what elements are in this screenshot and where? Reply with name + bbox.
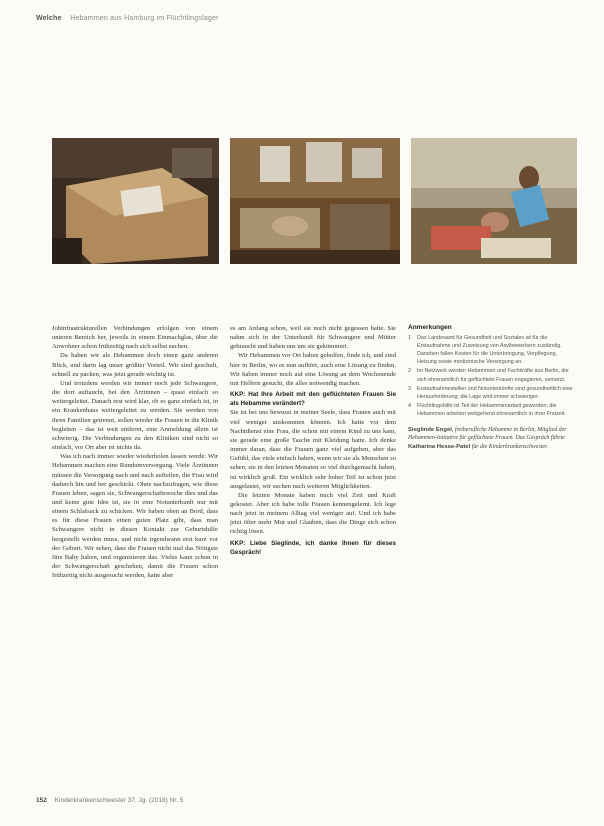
section-label: Welche [36,15,62,22]
author-bio: Sieglinde Engel, freiberufliche Hebamme in Berlin, Mitglied der Hebammen-Initiative für geflüchtete Frauen. Das Gespräch führte Katharina Hesse-Patel für die Kinderkrankenschwester. [408,427,567,450]
photo-mother-child [411,138,577,264]
paragraph: Da haben wir als Hebammen doch einen ganz anderen Blick, und darin lag unser größter Vorteil. Wir sind geschult, schnell zu packen, was jetzt gerade wichtig ist. [52,352,218,378]
bio-name: Sieglinde Engel [408,427,452,434]
paragraph: Die letzten Monate haben mich viel Zeit und Kraft gekostet. Aber ich habe tolle Frauen kennengelernt. Ich lege nach jetzt in meinem Alltag viel weniger auf. Und ich habe jetzt öfter mehr Mut und Glauben, dass die Dinge sich schon richtig lösen. [230,491,396,536]
photo-tent-interior [230,138,400,264]
interview-question: KKP: Liebe Sieglinde, ich danke Ihnen für dieses Gespräch! [230,539,396,556]
header-subtitle: Hebammen aus Hamburg im Flüchtlingslager [70,15,219,22]
note-item: 3 Erstaufnahmestellen und Notunterkünfte sind gesundheitlich eine Herausforderung; die Lage wird immer schwieriger. [408,385,573,400]
journal-name: Kinderkrankenschwester 37. Jg. (2018) Nr. 5 [54,797,184,804]
note-item: 2 Im Netzwerk werden Hebammen und Fachkräfte aus Berlin, die sich ehrenamtlich für geflüchtete Frauen engagieren, vernetzt. [408,368,569,383]
photo-cardboard-boxes [52,138,219,264]
paragraph: Jobinfrastrukturellen Verbindungen erfolgen von einem unteren Bereich her, jeweils in einem Einmachglas, über die Anwohner schon frühzeitig nach sich selbst suchen. [52,325,218,351]
column-2 [230,324,396,557]
paragraph: Wir Hebammen vor Ort haben geholfen, finde ich, und sind hier in Berlin, wo es nun aufhört, auch eine Lösung zu finden. Wir haben immer noch auf eine Lösung an dem Wochenende mit Helfern gesucht, die alles notwendig machen. [230,352,396,387]
bio-tail: für die Kinderkrankenschwester. [471,443,549,450]
paragraph: es am Anfang schon, weil sie noch nicht gegessen hatte. Sie nahm sich in der Unterkunft für Schwangere und Mütter gebraucht und haben uns um sie gekümmert. [230,325,396,351]
interview-question: KKP: Hat Ihre Arbeit mit den geflüchteten Frauen Sie als Hebamme verändert? [230,391,396,408]
running-header [36,15,576,22]
paragraph: Sie ist bei uns bewusst in meiner Seele, dass Frauen auch mit viel weniger auskommen können. Ich hatte vor dem Nachtdienst eine Frau, die schon mit einem Kind zu uns kam, sie gerade eine große Tasche mit Kleidung hatte. Ich denke immer daran, dass die Frauen ganz viel aufgeben, aber das Gefühl, das viele einfach haben, wenn wir sie als Menschen so sehen, sie in den letzten Monaten so viel durchgemacht haben, ist wirklich groß. Ein wirklich sehr hoher Teil ist schon jetzt ausgelastet, wir suchen nach weiteren Möglichkeiten. [230,409,396,490]
note-item: 4 Flüchtlingshilfe ist Teil der Hebammenarbeit geworden; die Hebammen arbeiten weitgehend ehrenamtlich in ihrer Freizeit. [408,402,566,417]
paragraph: Und trotzdem werden wir immer noch jede Schwangere, die dort auftaucht, bei den Ärztinnen – quasi einfach so weitergeleitet. Danach erst wird klar, ob es ganz einfach ist, in ein Krankenhaus weitergeleitet zu werden. Sie werden von ihren Familien getrennt, sollen wieder die Frauen in die Klinik begleiten – das ist weit entfernt, eine Anmeldung allein ist schwierig. Die Verbindungen zu den Kliniken sind nicht so einfach, vor Ort aber ist nichts da. [52,379,218,452]
notes-heading: Anmerkungen [408,324,452,331]
paragraph: Was ich nach immer wieder wiederholen lassen werde: Wir Hebammen machen eine Rundumversorgung. Viele Ärztinnen müssen die Versorgung nach und nach aufteilen, die Frau wird dadurch hin und her geschickt. Ohne nachzufragen, wie diese Frauen leben, sagen sie, Schwangerschaftswoche dies und das und keine gute Idee ist, sie in eine Notunterkunft nur mit einem Schlafsack zu schicken. Wir haben oben an Bord, dass es für diese Frauen einen guten Platz gibt, dass man Schwangere nicht in diesen Kontakt zur Geburtshilfe hergestellt werden muss, und nicht irgendwann erst kurz vor der Geburt. Wir sehen, dass die Frauen nicht mal das Nötigste fürs Baby haben, und organisieren das. Vieles kann schon in der Schwangerschaft geschehen, damit die Frauen schon frühzeitig nicht ausgesucht werden, hatte aber [52,453,218,580]
bio-interviewer: Katharina Hesse-Patel [408,443,471,450]
notes-column [408,324,578,451]
bio-text: freiberufliche Hebamme in Berlin, Mitglied der Hebammen-Initiative für geflüchtete Frauen. Das Gespräch führte [408,427,567,442]
note-item: 1 Das Landesamt für Gesundheit und Soziales ist für die Erstaufnahme und Zuweisung von Asylbewerbern zuständig. Daneben fallen Kosten für die Unterbringung, Verpflegung, Heizung sowie medizinische Versorgung an. [408,335,562,366]
page-footer [36,797,183,804]
page-number: 152 [36,797,47,804]
column-1 [52,324,218,580]
